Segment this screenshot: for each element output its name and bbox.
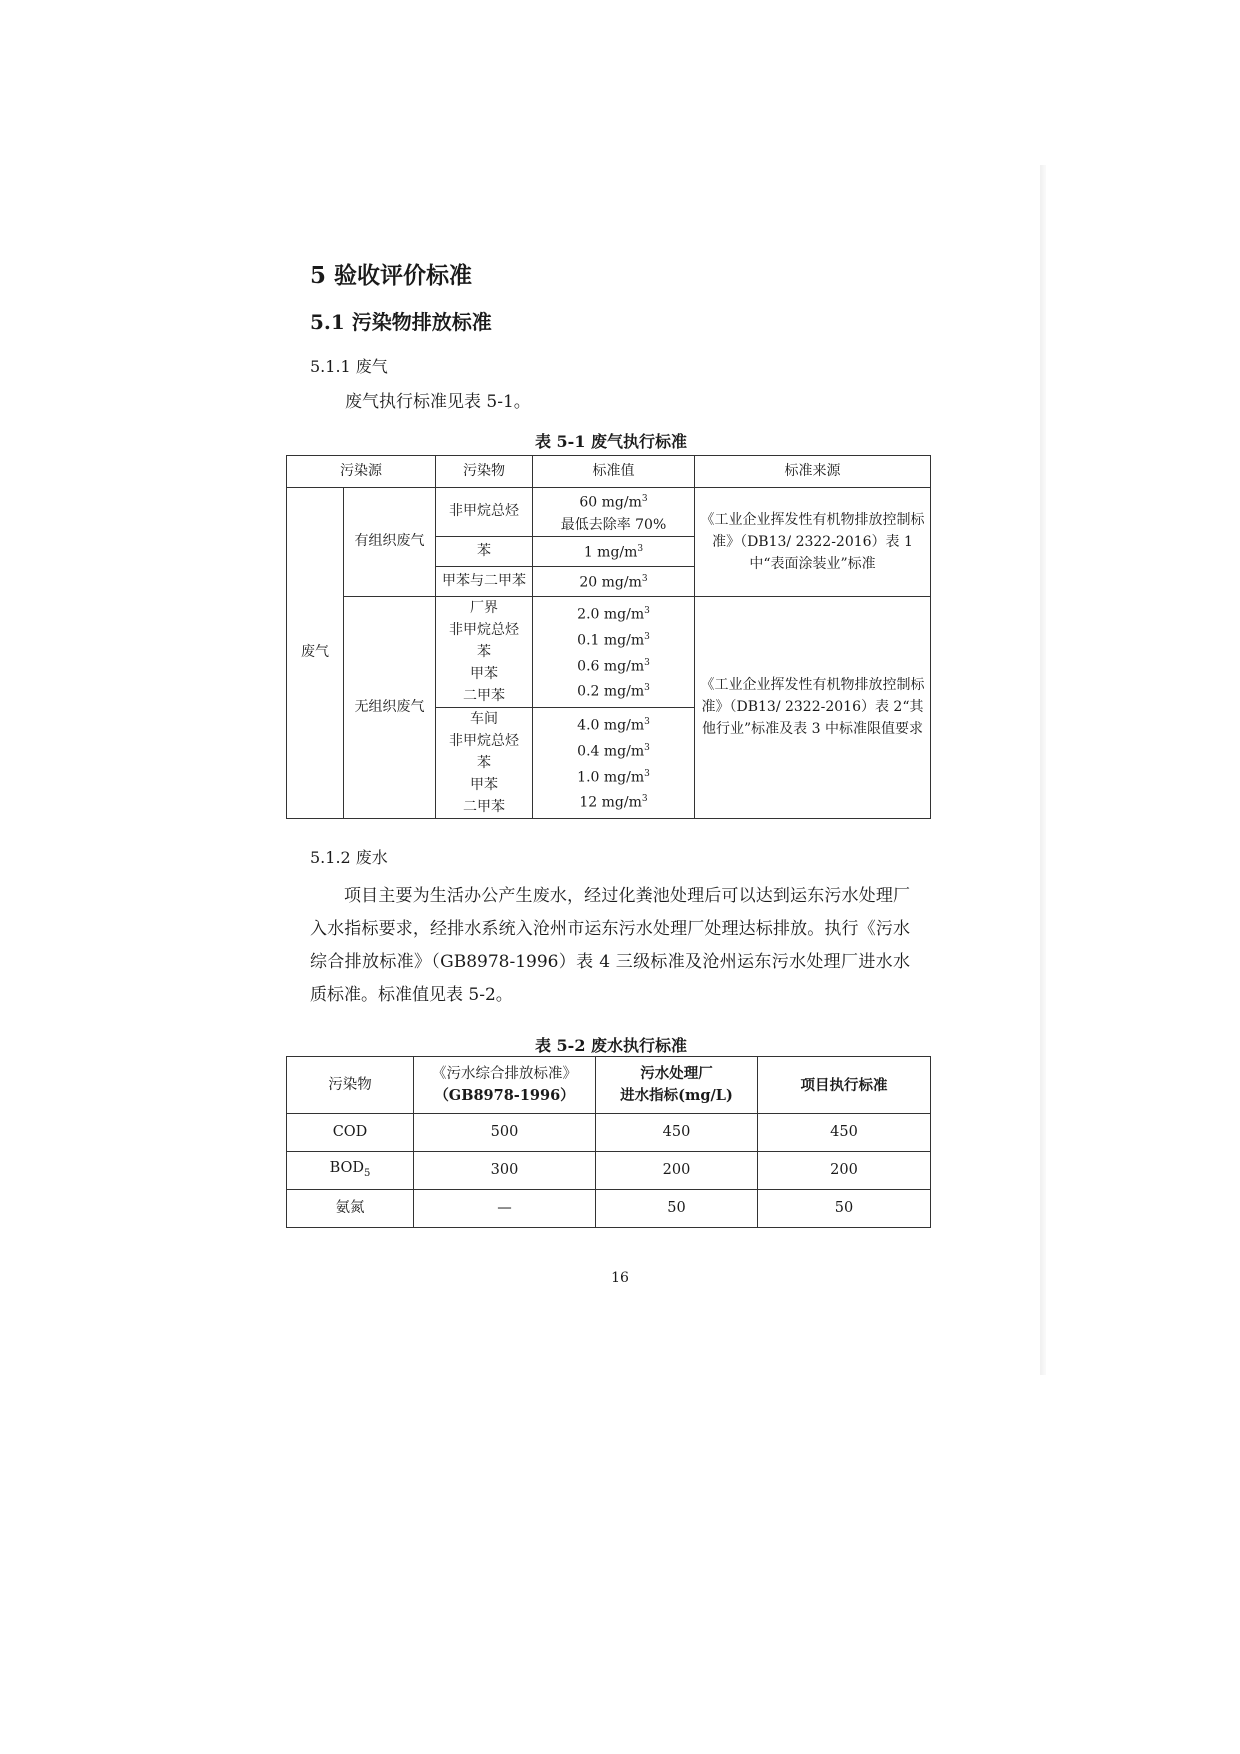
subscript: 5 [364, 1167, 371, 1179]
superscript: 3 [644, 768, 650, 779]
table2-header-pollutant: 污染物 [287, 1057, 414, 1114]
table2-std-value: 500 [414, 1114, 596, 1152]
table1-value [533, 488, 695, 537]
table1-boundary-values [533, 596, 695, 707]
pollutant-text: 车间 [470, 710, 498, 727]
superscript: 3 [644, 717, 650, 728]
table2-header-plant [596, 1057, 758, 1114]
table-row [287, 1114, 931, 1152]
table-row [287, 488, 931, 537]
table2-plant-value: 450 [596, 1114, 758, 1152]
table1-pollutant: 非甲烷总烃 [436, 488, 533, 537]
pollutant-text: 二甲苯 [463, 687, 505, 704]
pollutant-text: 非甲烷总烃 [449, 732, 519, 749]
pollutant-text: 非甲烷总烃 [449, 621, 519, 638]
pollutant-text: 二甲苯 [463, 798, 505, 815]
table-row [287, 1152, 931, 1190]
table2-pollutant [287, 1152, 414, 1190]
table1-organized-source: 《工业企业挥发性有机物排放控制标准》（DB13/ 2322-2016）表 1 中“表面涂装业”标准 [695, 488, 931, 597]
value-text: 0.4 mg/m [577, 743, 645, 760]
pollutant-text: 苯 [477, 643, 491, 660]
table2-exec-value: 450 [758, 1114, 931, 1152]
table1-workshop-values [533, 707, 695, 818]
header-text: （GB8978-1996） [434, 1087, 575, 1104]
air-intro-text: 废气执行标准见表 5-1。 [345, 392, 531, 412]
value-text: 20 mg/m [579, 574, 642, 591]
section-heading: 5.1 污染物排放标准 [310, 310, 492, 334]
table2-plant-value: 200 [596, 1152, 758, 1190]
superscript: 3 [644, 683, 650, 694]
page-edge-shadow [1040, 165, 1046, 1375]
superscript: 3 [641, 494, 648, 504]
pollutant-text: 厂界 [470, 599, 498, 616]
header-text: 进水指标(mg/L) [620, 1087, 733, 1104]
table2-plant-value: 50 [596, 1190, 758, 1228]
value-text: 60 mg/m [579, 494, 642, 511]
wastewater-standards-table [286, 1056, 931, 1228]
superscript: 3 [641, 573, 648, 584]
superscript: 3 [644, 632, 650, 642]
table2-exec-value: 50 [758, 1190, 931, 1228]
table1-pollutant: 苯 [436, 536, 533, 566]
table1-unorganized-type: 无组织废气 [344, 596, 436, 818]
table1-header-pollutant: 污染物 [436, 456, 533, 488]
superscript: 3 [644, 606, 650, 617]
table1-value [533, 536, 695, 566]
table1-workshop-pollutants [436, 707, 533, 818]
subsection-heading-air: 5.1.1 废气 [310, 357, 388, 376]
value-text: 0.1 mg/m [577, 632, 645, 649]
page-number: 16 [611, 1270, 629, 1286]
removal-rate-text: 最低去除率 70% [560, 516, 667, 533]
water-paragraph: 项目主要为生活办公产生废水，经过化粪池处理后可以达到运东污水处理厂入水指标要求，经排水系统入沧州市运东污水处理厂处理达标排放。执行《污水综合排放标准》（GB8978-1996）表 4 三级标准及沧州运东污水处理厂进水水质标准。标准值见表 5-2。 [310, 886, 910, 1005]
table2-pollutant: 氨氮 [287, 1190, 414, 1228]
superscript: 3 [641, 794, 648, 805]
superscript: 3 [644, 657, 650, 668]
table2-std-value: — [414, 1190, 596, 1228]
table1-caption: 表 5-1 废气执行标准 [534, 432, 688, 451]
table2-header-exec: 项目执行标准 [758, 1057, 931, 1114]
value-text: 4.0 mg/m [577, 718, 645, 734]
air-standards-table [286, 455, 931, 819]
table2-exec-value: 200 [758, 1152, 931, 1190]
value-text: 0.2 mg/m [577, 683, 645, 700]
table-row [287, 596, 931, 707]
table2-header-standard [414, 1057, 596, 1114]
header-text: 污水处理厂 [640, 1065, 713, 1082]
subsection-heading-water: 5.1.2 废水 [310, 848, 388, 867]
table1-boundary-pollutants [436, 596, 533, 707]
table2-header-row [287, 1057, 931, 1114]
table2-pollutant: COD [287, 1114, 414, 1152]
value-text: 1.0 mg/m [577, 769, 645, 786]
table1-header-origin: 标准来源 [695, 456, 931, 488]
value-text: 2.0 mg/m [577, 607, 645, 623]
table1-value [533, 566, 695, 596]
value-text: 1 mg/m [583, 544, 638, 561]
table2-caption: 表 5-2 废水执行标准 [534, 1036, 688, 1055]
table1-header-source: 污染源 [287, 456, 436, 488]
pollutant-text: 苯 [477, 754, 491, 771]
value-text: 12 mg/m [579, 794, 642, 811]
table1-unorganized-source: 《工业企业挥发性有机物排放控制标准》（DB13/ 2322-2016）表 2“其他行业”标准及表 3 中标准限值要求 [695, 596, 931, 818]
pollutant-text: 甲苯 [470, 776, 498, 793]
header-text: 《污水综合排放标准》 [432, 1066, 577, 1082]
table1-header-row [287, 456, 931, 488]
table1-organized-type: 有组织废气 [344, 488, 436, 597]
pollutant-text: BOD [329, 1159, 365, 1176]
table1-header-value: 标准值 [533, 456, 695, 488]
value-text: 0.6 mg/m [577, 658, 645, 675]
table2-std-value: 300 [414, 1152, 596, 1190]
superscript: 3 [637, 543, 644, 554]
table1-pollutant: 甲苯与二甲苯 [436, 566, 533, 596]
chapter-heading: 5 验收评价标准 [310, 262, 473, 289]
table-row [287, 1190, 931, 1228]
pollutant-text: 甲苯 [470, 665, 498, 682]
table1-category: 废气 [287, 488, 344, 819]
superscript: 3 [644, 743, 650, 753]
